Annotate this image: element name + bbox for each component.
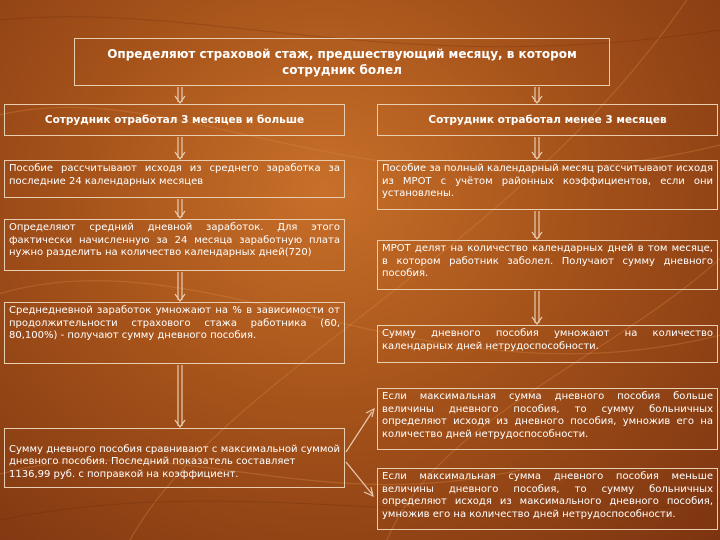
arrow-left-1 bbox=[175, 137, 185, 159]
arrow-title-to-left bbox=[175, 87, 185, 103]
outcome-2-text: Если максимальная сумма дневного пособия меньше величины дневного пособия, то сумму больничных определяют исходя из максимального дневного пособия, умножив его на количество дней нетрудоспособности. bbox=[382, 471, 713, 520]
arrow-right-2 bbox=[532, 211, 542, 239]
title-text: Определяют страховой стаж, предшествующий месяцу, в котором сотрудник болел bbox=[107, 47, 577, 77]
left-step-1-text: Пособие рассчитывают исходя из среднего заработка за последние 24 календарных месяцев bbox=[9, 163, 340, 187]
right-step-3-text: Сумму дневного пособия умножают на количество календарных дней нетрудоспособности. bbox=[382, 328, 713, 352]
left-step-2-text: Определяют средний дневной заработок. Для этого фактически начисленную за 24 месяца заработную плата нужно разделить на количество календарных дней(720) bbox=[9, 222, 340, 258]
arrow-left-2 bbox=[175, 199, 185, 218]
left-header-text: Сотрудник отработал 3 месяцев и больше bbox=[44, 114, 305, 126]
right-header-text: Сотрудник отработал менее 3 месяцев bbox=[428, 114, 667, 126]
arrow-branch-up bbox=[346, 409, 374, 452]
right-step-2-text: МРОТ делят на количество календарных дней в том месяце, в котором работник заболел. Получают сумму дневного пособия. bbox=[382, 243, 713, 279]
left-step-3-text: Среднедневной заработок умножают на % в зависимости от продолжительности страхового стажа работника (60, 80,100%) - получают сумму дневного пособия. bbox=[9, 305, 340, 341]
arrow-right-1 bbox=[532, 137, 542, 159]
arrow-branch-down bbox=[346, 462, 373, 496]
arrow-title-to-right bbox=[532, 87, 542, 103]
arrow-left-4 bbox=[175, 365, 185, 427]
arrow-right-3 bbox=[532, 291, 542, 324]
right-step-1-text: Пособие за полный календарный месяц рассчитывают исходя из МРОТ с учётом районных коэффициентов, если они установлены. bbox=[382, 163, 713, 199]
left-step-4-text: Сумму дневного пособия сравнивают с максимальной суммой дневного пособия. Последний показатель составляет 1136,99 руб. с поправкой на коэффициент. bbox=[9, 443, 340, 480]
arrow-left-3 bbox=[175, 272, 185, 301]
outcome-1-text: Если максимальная сумма дневного пособия больше величины дневного пособия, то сумму больничных определяют исходя из дневного пособия, умножив его на количество дней нетрудоспособности. bbox=[382, 391, 713, 440]
